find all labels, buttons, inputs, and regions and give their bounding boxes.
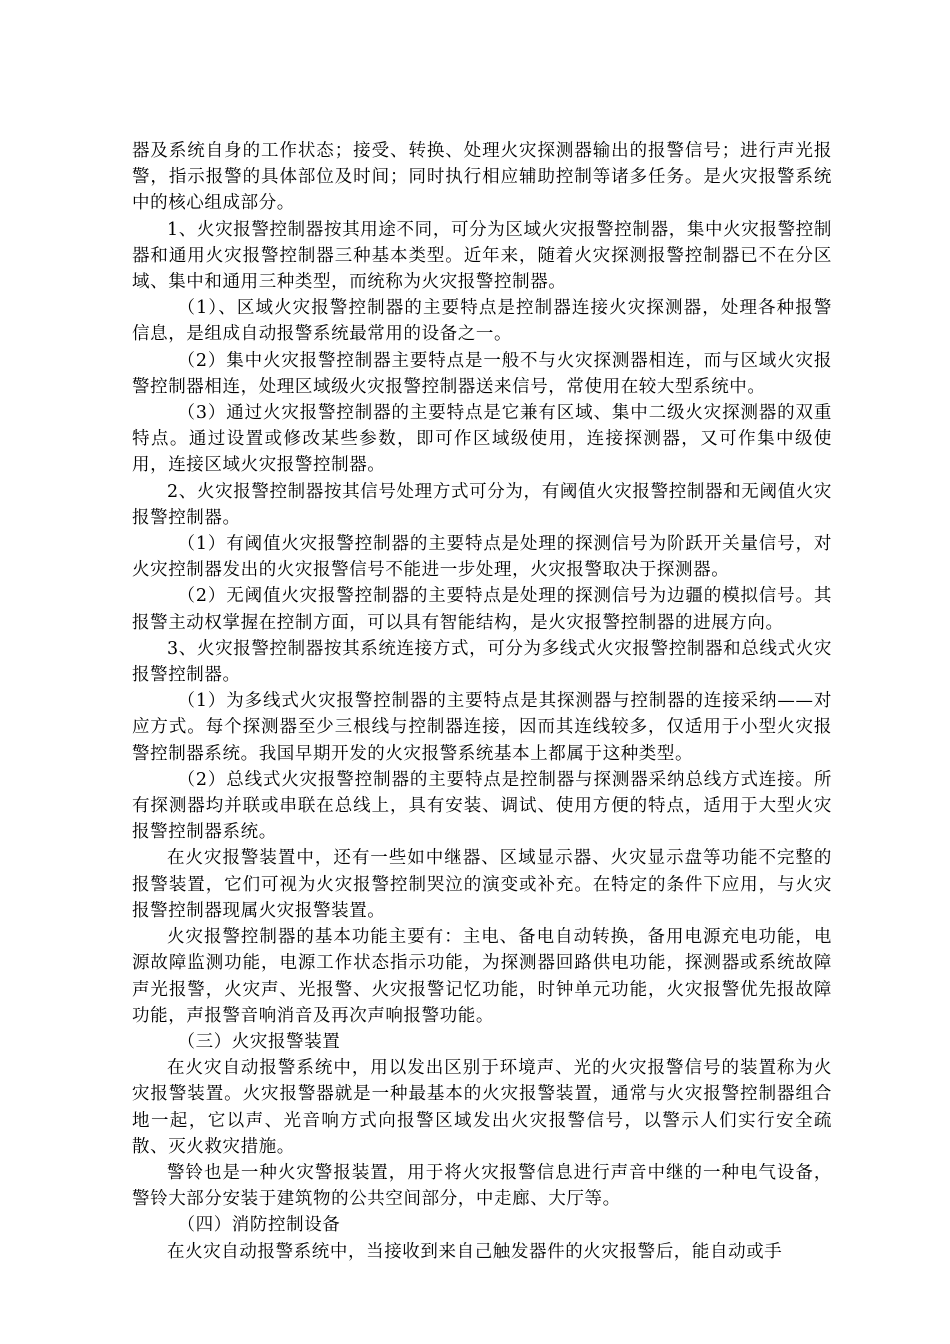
paragraph-non-threshold-controller: （2）无阈值火灾报警控制器的主要特点是处理的探测信号为边疆的模拟信号。其报警主动权掌握在控制方面，可以具有智能结构，是火灾报警控制器的进展方向。 [132,586,832,633]
paragraph-basic-functions: 火灾报警控制器的基本功能主要有：主电、备电自动转换，备用电源充电功能，电源故障监测功能，电源工作状态指示功能，为探测器回路供电功能，探测器或系统故障声光报警，火灾声、光报警、火灾报警记忆功能，时钟单元功能，火灾报警优先报故障功能，声报警音响消音及再次声响报警功能。 [132,927,832,1026]
paragraph-alarm-bell: 警铃也是一种火灾警报装置，用于将火灾报警信息进行声音中继的一种电气设备，警铃大部分安装于建筑物的公共空间部分，中走廊、大厅等。 [132,1162,832,1210]
paragraph-controller-intro: 器及系统自身的工作状态；接受、转换、处理火灾探测器输出的报警信号；进行声光报警，指示报警的具体部位及时间；同时执行相应辅助控制等诸多任务。是火灾报警系统中的核心组成部分。 [132,141,832,214]
document-body [132,138,832,1265]
paragraph-fire-control-equipment: 在火灾自动报警系统中，当接收到来自己触发器件的火灾报警后，能自动或手 [167,1241,783,1262]
paragraph-regional-controller: （1）、区域火灾报警控制器的主要特点是控制器连接火灾探测器，处理各种报警信息，是组成自动报警系统最常用的设备之一。 [132,298,832,345]
paragraph-auxiliary-devices: 在火灾报警装置中，还有一些如中继器、区域显示器、火灾显示盘等功能不完整的报警装置，它们可视为火灾报警控制哭泣的演变或补充。在特定的条件下应用，与火灾报警控制器现属火灾报警装置。 [132,848,832,921]
section-heading-fire-control-equipment: （四）消防控制设备 [177,1215,341,1236]
paragraph-threshold-controller: （1）有阈值火灾报警控制器的主要特点是处理的探测信号为阶跃开关量信号，对火灾控制器发出的火灾报警信号不能进一步处理，火灾报警取决于探测器。 [132,534,832,581]
paragraph-alarm-devices: 在火灾自动报警系统中，用以发出区别于环境声、光的火灾报警信号的装置称为火灾报警装置。火灾报警器就是一种最基本的火灾报警装置，通常与火灾报警控制器组合地一起，它以声、光音响方式向报警区域发出火灾报警信号，以警示人们实行安全疏散、灭火救灾措施。 [132,1058,832,1157]
paragraph-classification-by-use: 1、火灾报警控制器按其用途不同，可分为区域火灾报警控制器，集中火灾报警控制器和通用火灾报警控制器三种基本类型。近年来，随着火灾探测报警控制器已不在分区域、集中和通用三种类型，而统称为火灾报警控制器。 [132,219,832,293]
paragraph-centralized-controller: （2）集中火灾报警控制器主要特点是一般不与火灾探测器相连，而与区域火灾报警控制器相连，处理区域级火灾报警控制器送来信号，常使用在较大型系统中。 [132,350,832,397]
section-heading-alarm-devices: （三）火灾报警装置 [177,1031,341,1052]
paragraph-multiline-controller: （1）为多线式火灾报警控制器的主要特点是其探测器与控制器的连接采纳——对应方式。每个探测器至少三根线与控制器连接，因而其连线较多，仅适用于小型火灾报警控制器系统。我国早期开发的火灾报警系统基本上都属于这种类型。 [132,691,832,764]
paragraph-classification-by-signal: 2、火灾报警控制器按其信号处理方式可分为，有阈值火灾报警控制器和无阈值火灾报警控制器。 [132,481,832,528]
paragraph-classification-by-connection: 3、火灾报警控制器按其系统连接方式，可分为多线式火灾报警控制器和总线式火灾报警控制器。 [132,638,832,686]
paragraph-general-controller: （3）通过火灾报警控制器的主要特点是它兼有区域、集中二级火灾探测器的双重特点。通过设置或修改某些参数，即可作区域级使用，连接探测器，又可作集中级使用，连接区域火灾报警控制器。 [132,403,832,476]
paragraph-bus-controller: （2）总线式火灾报警控制器的主要特点是控制器与探测器采纳总线方式连接。所有探测器均并联或串联在总线上，具有安装、调试、使用方便的特点，适用于大型火灾报警控制器系统。 [132,769,832,843]
